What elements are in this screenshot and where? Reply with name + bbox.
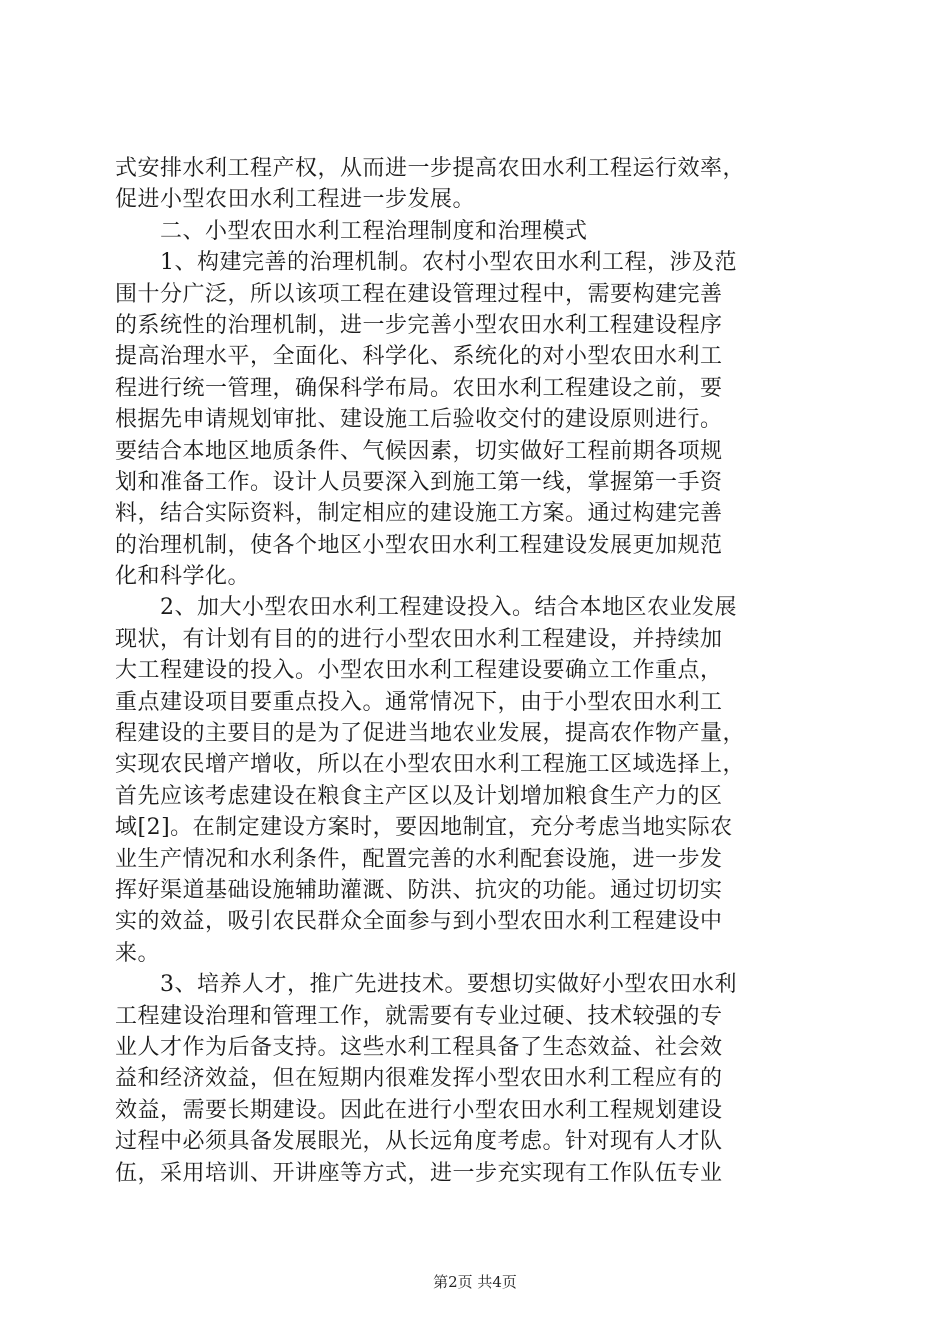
body-text (115, 153, 835, 1189)
text-line: 实现农民增产增收，所以在小型农田水利工程施工区域选择上， (115, 752, 746, 778)
text-line: 域[2]。在制定建设方案时，要因地制宜，充分考虑当地实际农 (115, 815, 733, 841)
text-line: 根据先申请规划审批、建设施工后验收交付的建设原则进行。 (115, 407, 723, 433)
text-line: 业生产情况和水利条件，配置完善的水利配套设施，进一步发 (115, 846, 723, 872)
text-line: 益和经济效益，但在短期内很难发挥小型农田水利工程应有的 (115, 1066, 723, 1092)
text-line: 大工程建设的投入。小型农田水利工程建设要确立工作重点， (115, 658, 723, 684)
text-line: 挥好渠道基础设施辅助灌溉、防洪、抗灾的功能。通过切切实 (115, 877, 723, 903)
text-line: 3、培养人才，推广先进技术。要想切实做好小型农田水利 (115, 972, 737, 998)
text-line: 料，结合实际资料，制定相应的建设施工方案。通过构建完善 (115, 501, 723, 527)
page-number-footer: 第2页 共4页 (433, 1273, 517, 1291)
text-line: 促进小型农田水利工程进一步发展。 (115, 187, 476, 213)
text-line: 化和科学化。 (115, 564, 251, 590)
text-line: 2、加大小型农田水利工程建设投入。结合本地区农业发展 (115, 595, 737, 621)
text-line: 程进行统一管理，确保科学布局。农田水利工程建设之前，要 (115, 375, 723, 401)
text-line: 首先应该考虑建设在粮食主产区以及计划增加粮食生产力的区 (115, 783, 723, 809)
text-line: 的系统性的治理机制，进一步完善小型农田水利工程建设程序 (115, 312, 723, 338)
text-line: 伍，采用培训、开讲座等方式，进一步充实现有工作队伍专业 (115, 1160, 723, 1186)
text-line: 效益，需要长期建设。因此在进行小型农田水利工程规划建设 (115, 1097, 723, 1123)
text-line: 业人才作为后备支持。这些水利工程具备了生态效益、社会效 (115, 1034, 723, 1060)
text-line: 要结合本地区地质条件、气候因素，切实做好工程前期各项规 (115, 438, 723, 464)
text-line: 围十分广泛，所以该项工程在建设管理过程中，需要构建完善 (115, 281, 723, 307)
text-line: 的治理机制，使各个地区小型农田水利工程建设发展更加规范 (115, 532, 723, 558)
text-line: 二、小型农田水利工程治理制度和治理模式 (115, 218, 588, 244)
text-line: 现状，有计划有目的的进行小型农田水利工程建设，并持续加 (115, 626, 723, 652)
text-line: 来。 (115, 940, 161, 966)
text-line: 提高治理水平，全面化、科学化、系统化的对小型农田水利工 (115, 344, 723, 370)
text-line: 工程建设治理和管理工作，就需要有专业过硬、技术较强的专 (115, 1003, 723, 1029)
text-line: 过程中必须具备发展眼光，从长远角度考虑。针对现有人才队 (115, 1129, 723, 1155)
text-line: 实的效益，吸引农民群众全面参与到小型农田水利工程建设中 (115, 909, 723, 935)
text-line: 1、构建完善的治理机制。农村小型农田水利工程，涉及范 (115, 250, 737, 276)
text-line: 程建设的主要目的是为了促进当地农业发展，提高农作物产量， (115, 721, 746, 747)
text-line: 重点建设项目要重点投入。通常情况下，由于小型农田水利工 (115, 689, 723, 715)
text-line: 划和准备工作。设计人员要深入到施工第一线，掌握第一手资 (115, 469, 723, 495)
text-line: 式安排水利工程产权，从而进一步提高农田水利工程运行效率， (115, 156, 746, 181)
